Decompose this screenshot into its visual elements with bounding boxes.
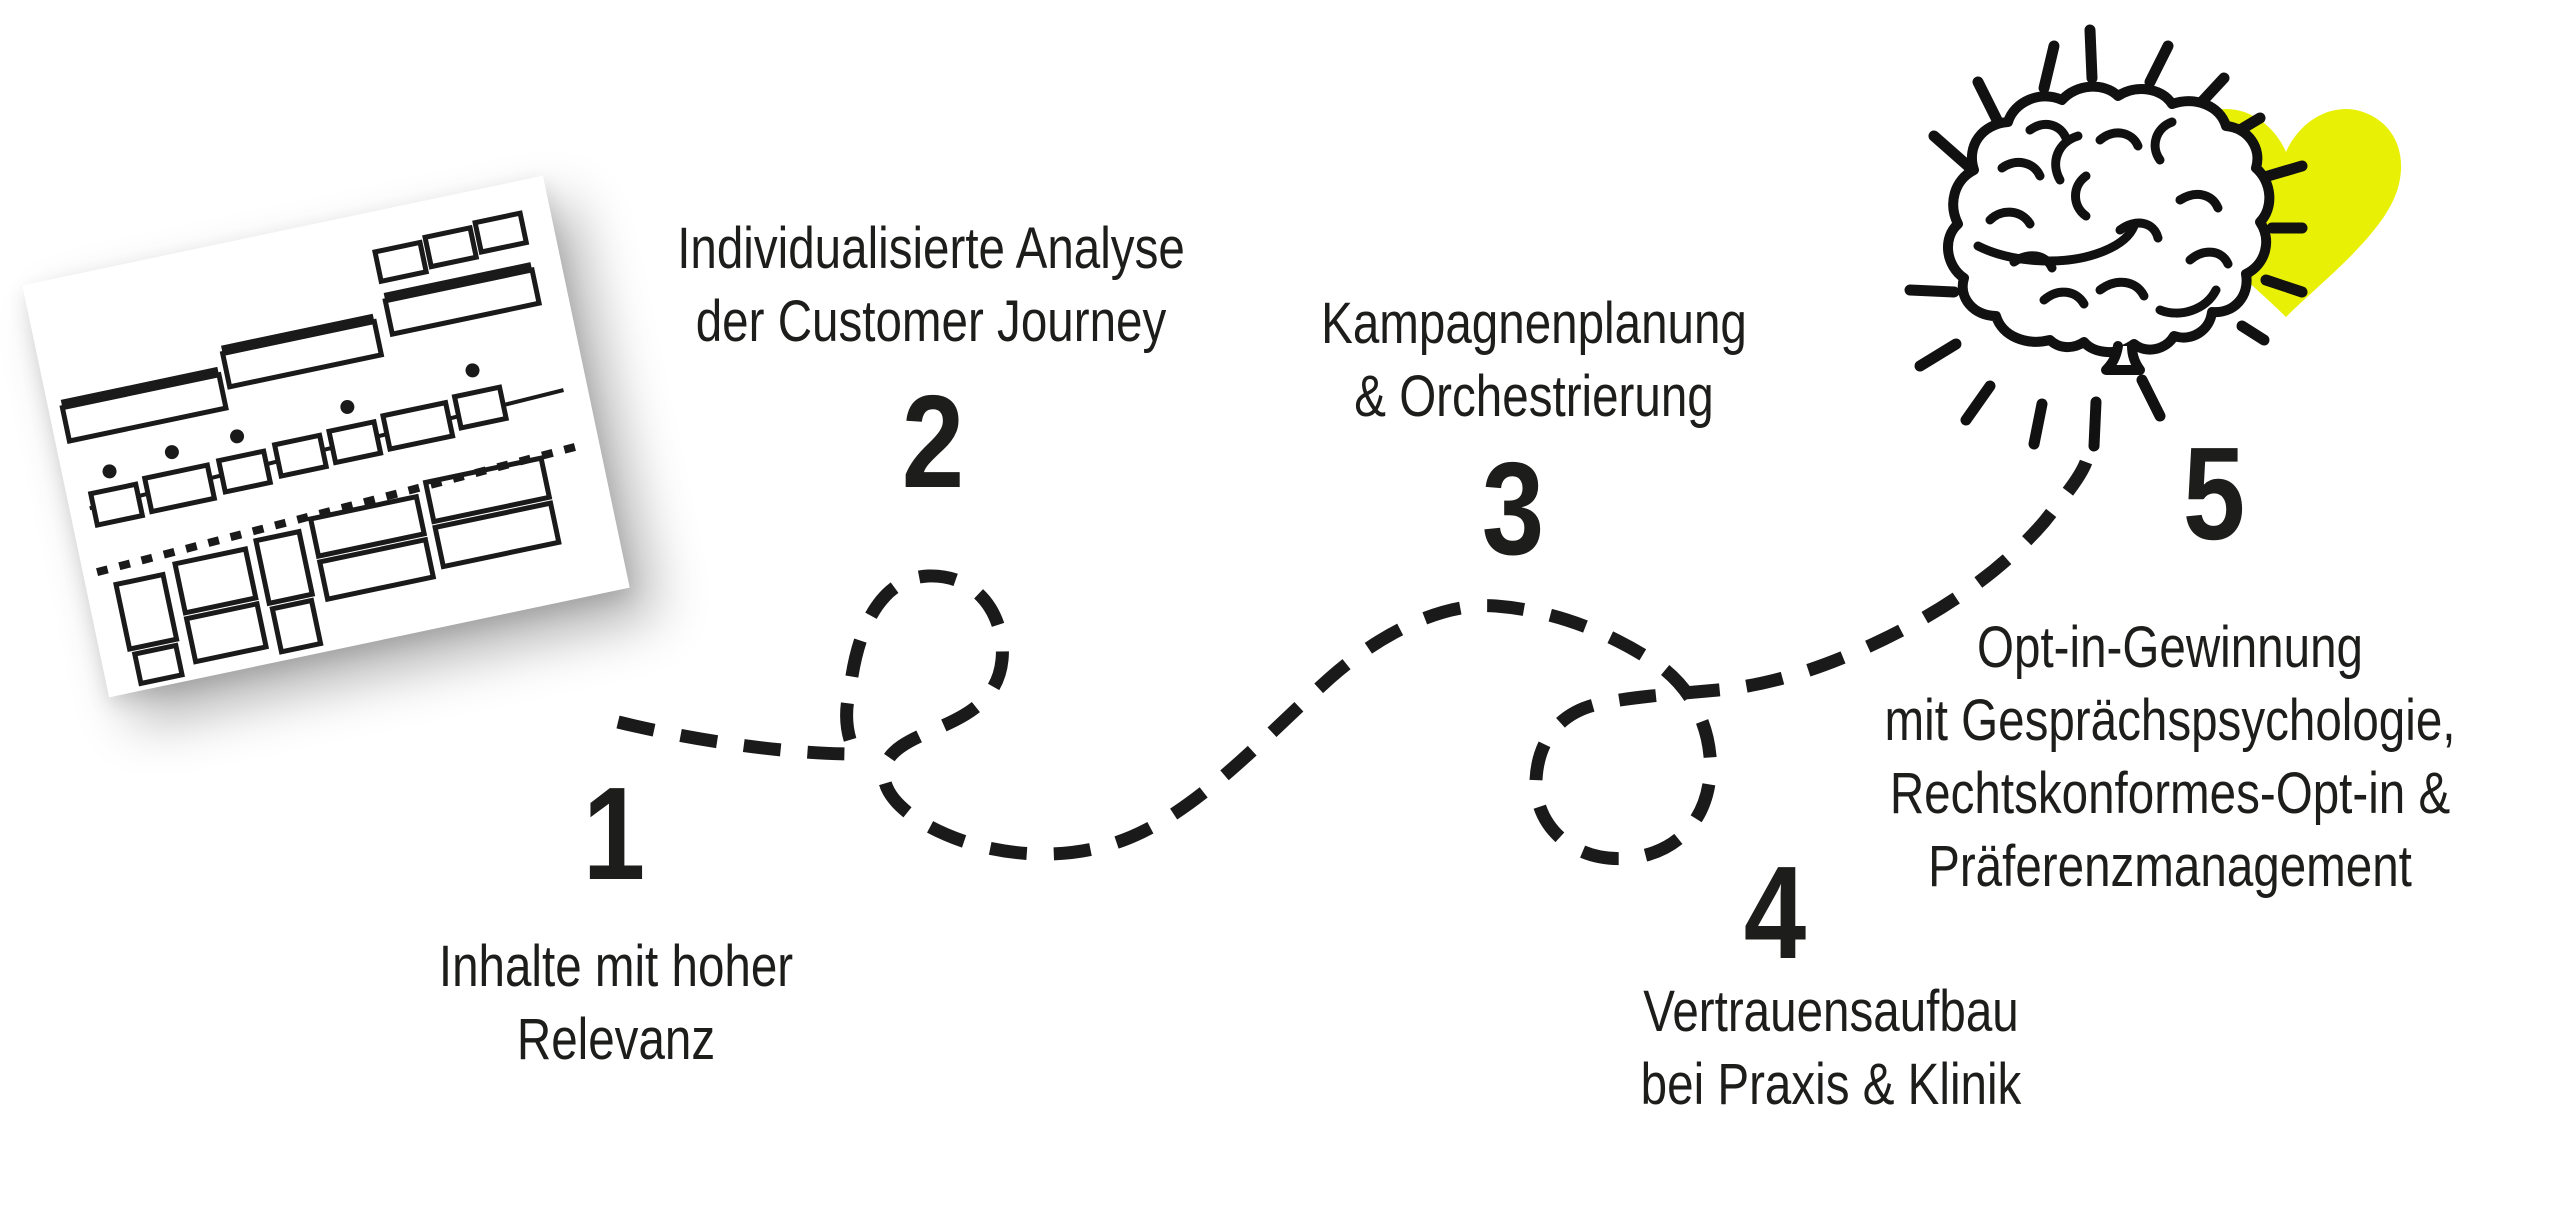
step-1-number: 1	[582, 760, 646, 907]
step-3-number: 3	[1481, 435, 1545, 582]
step-4-number: 4	[1743, 839, 1807, 986]
step-1-label-line-1: Inhalte mit hoher	[438, 934, 794, 999]
step-4-label	[1569, 975, 2094, 1121]
step-5-label	[1883, 611, 2457, 903]
step-5-label-line-3: Rechtskonformes-Opt-in &	[1889, 761, 2451, 826]
step-3-label	[1272, 287, 1797, 433]
step-5-label-line-4: Präferenzmanagement	[1928, 834, 2412, 899]
step-5-number: 5	[2182, 420, 2246, 567]
step-5-label-line-1: Opt-in-Gewinnung	[1977, 615, 2363, 680]
step-3-label-line-1: Kampagnenplanung	[1321, 291, 1747, 356]
brain-icon	[1948, 87, 2269, 370]
step-4-label-line-1: Vertrauensaufbau	[1643, 979, 2019, 1044]
dashed-journey-path	[618, 462, 2086, 859]
step-5-label-line-2: mit Gesprächspsychologie,	[1884, 688, 2456, 753]
step-4-label-line-2: bei Praxis & Klinik	[1640, 1052, 2022, 1117]
step-1-label-line-2: Relevanz	[516, 1007, 716, 1072]
step-2-label	[669, 212, 1194, 358]
step-1-label	[370, 930, 862, 1076]
step-2-number: 2	[901, 368, 965, 515]
step-2-label-line-2: der Customer Journey	[695, 289, 1167, 354]
step-2-label-line-1: Individualisierte Analyse	[677, 216, 1185, 281]
step-3-label-line-2: & Orchestrierung	[1354, 364, 1714, 429]
